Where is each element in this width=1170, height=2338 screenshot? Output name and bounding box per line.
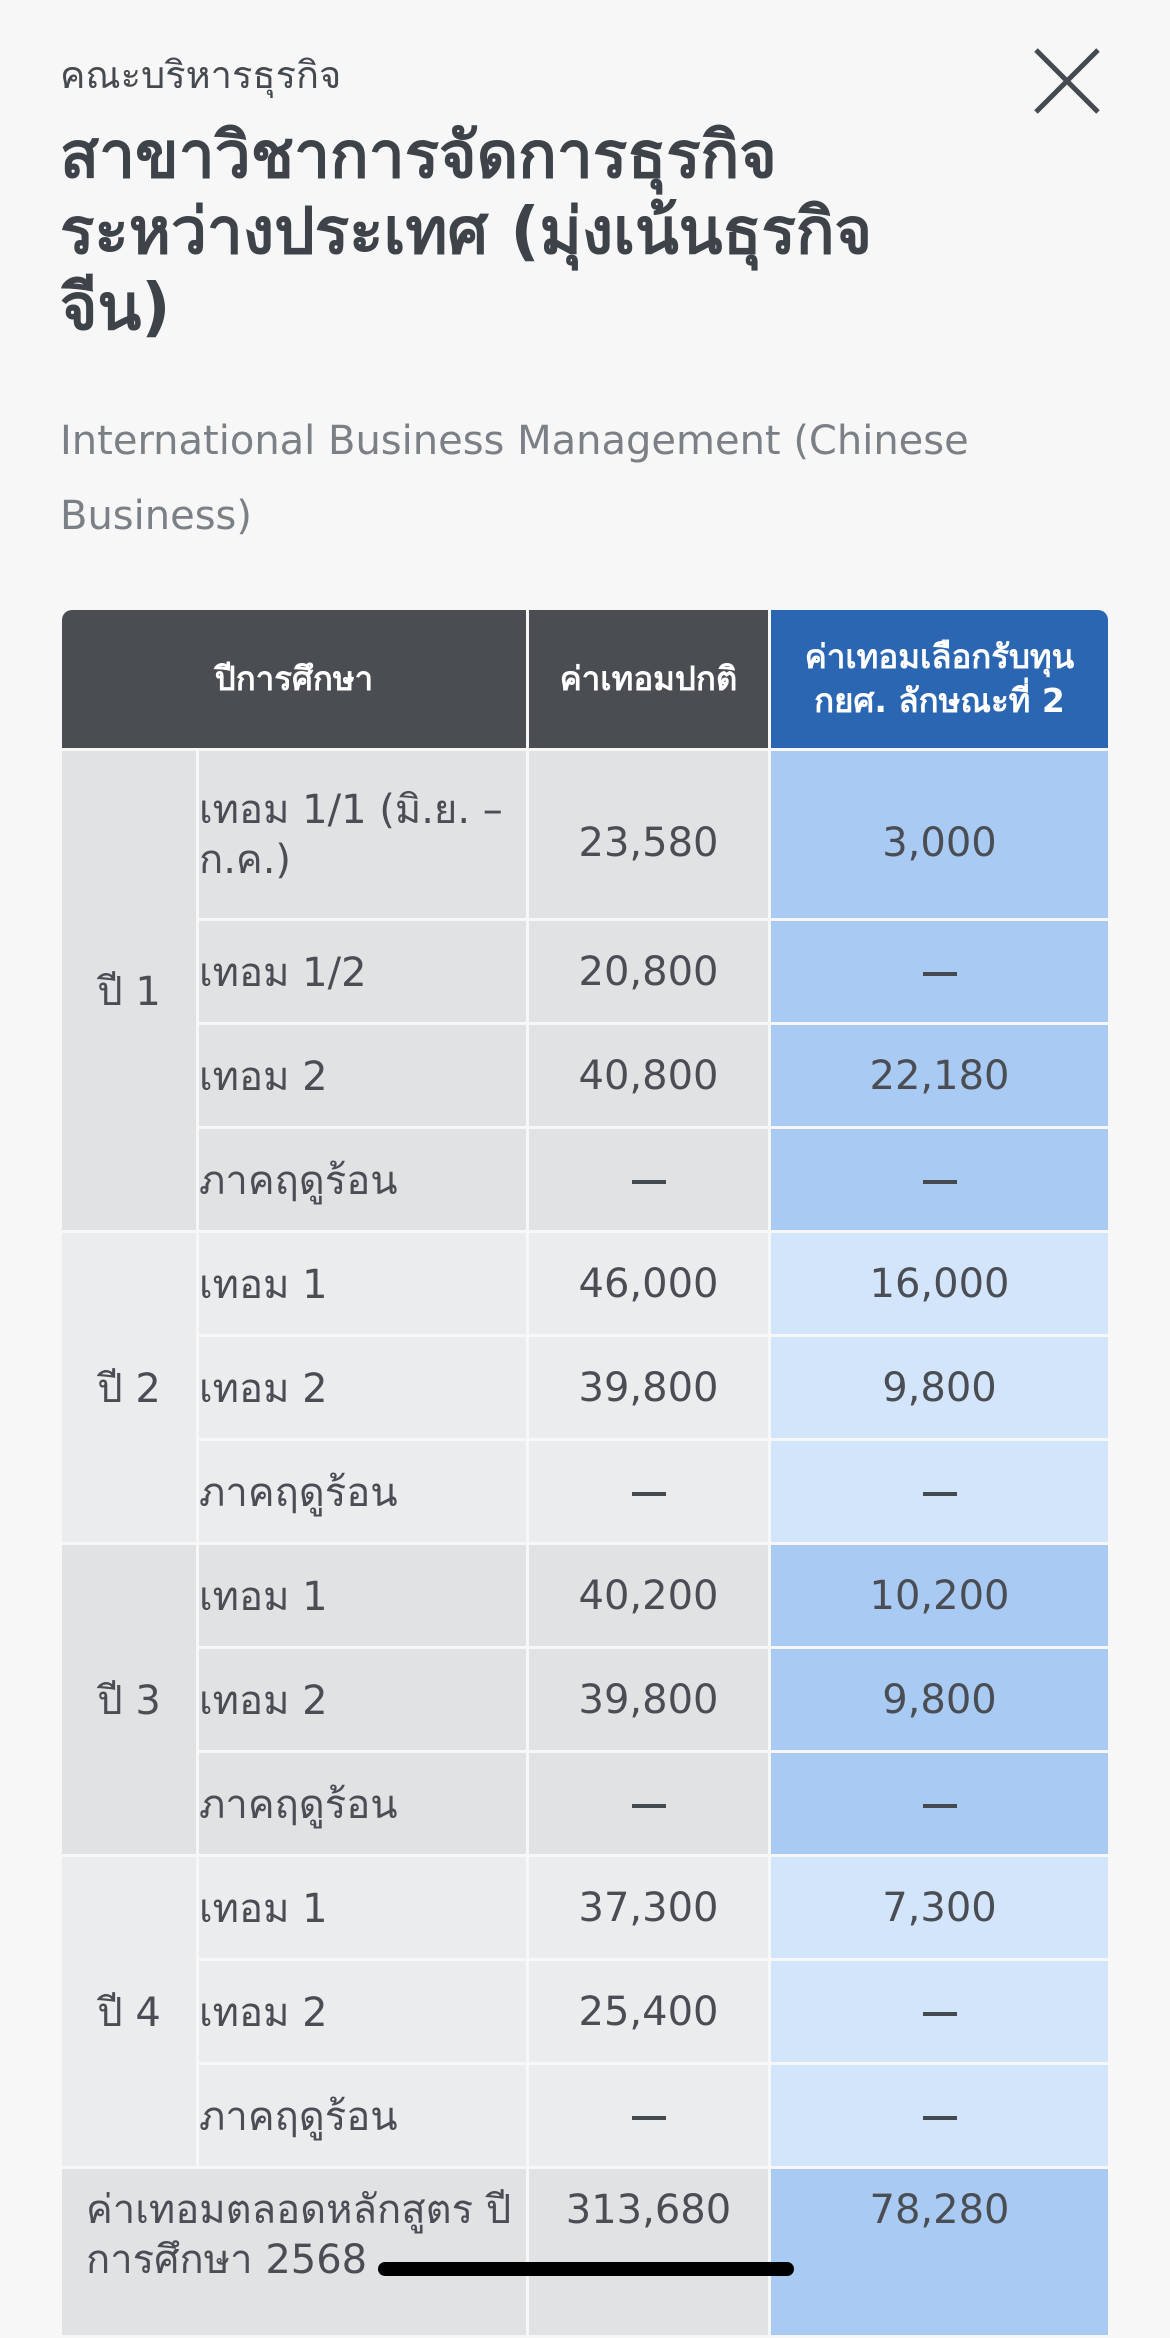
regular-fee xyxy=(529,1025,771,1129)
table-row xyxy=(62,1545,1108,1649)
scholarship-fee xyxy=(771,1649,1108,1753)
term-label-value: เทอม 1/2 xyxy=(199,949,367,996)
dash-mark xyxy=(632,1180,666,1184)
scholarship-fee xyxy=(771,1233,1108,1337)
header-scholarship-fee: ค่าเทอมเลือกรับทุน กยศ. ลักษณะที่ 2 xyxy=(771,610,1108,751)
table-row xyxy=(62,1129,1108,1233)
scholarship-fee-value: 9,800 xyxy=(882,1364,997,1411)
program-title: สาขาวิชาการจัดการธุรกิจระหว่างประเทศ (มุ่งเน้นธุรกิจจีน) xyxy=(60,119,873,345)
regular-fee-value xyxy=(632,1781,666,1827)
scholarship-fee xyxy=(771,2065,1108,2169)
term-label xyxy=(199,751,529,921)
scholarship-fee-value: 10,200 xyxy=(869,1572,1010,1619)
term-label-value: ภาคฤดูร้อน xyxy=(199,1469,398,1516)
regular-fee-value xyxy=(632,1157,666,1203)
term-label-value: เทอม 1/1 (มิ.ย. – ก.ค.) xyxy=(199,786,503,883)
table-row xyxy=(62,1233,1108,1337)
close-button[interactable] xyxy=(1030,44,1104,118)
term-label-value: เทอม 1 xyxy=(199,1261,328,1308)
regular-fee-value xyxy=(632,2093,666,2139)
total-row xyxy=(62,2169,1108,2338)
term-label xyxy=(199,1545,529,1649)
regular-fee xyxy=(529,1753,771,1857)
scholarship-fee xyxy=(771,1753,1108,1857)
regular-fee xyxy=(529,1649,771,1753)
dash-mark xyxy=(923,1492,957,1496)
regular-fee-value: 39,800 xyxy=(578,1364,719,1411)
faculty-label: คณะบริหารธุรกิจ xyxy=(60,53,342,97)
table-row xyxy=(62,2065,1108,2169)
regular-fee-value: 23,580 xyxy=(578,819,719,866)
table-row xyxy=(62,1441,1108,1545)
scholarship-fee-value: 9,800 xyxy=(882,1676,997,1723)
term-label xyxy=(199,1961,529,2065)
table-row xyxy=(62,1649,1108,1753)
total-regular-fee: 313,680 xyxy=(529,2169,771,2338)
regular-fee-value xyxy=(632,1469,666,1515)
regular-fee xyxy=(529,751,771,921)
table-row xyxy=(62,1961,1108,2065)
regular-fee xyxy=(529,2065,771,2169)
term-label-value: เทอม 2 xyxy=(199,1365,328,1412)
scholarship-fee-value: 16,000 xyxy=(869,1260,1010,1307)
scholarship-fee-value xyxy=(923,2093,957,2139)
scholarship-fee-value: 22,180 xyxy=(869,1052,1010,1099)
table-header-row xyxy=(62,610,1108,751)
table-row xyxy=(62,1753,1108,1857)
scholarship-fee-value xyxy=(923,1989,957,2035)
term-label-value: เทอม 2 xyxy=(199,1053,328,1100)
term-label xyxy=(199,921,529,1025)
regular-fee-value: 37,300 xyxy=(578,1884,719,1931)
regular-fee xyxy=(529,921,771,1025)
regular-fee-value: 39,800 xyxy=(578,1676,719,1723)
regular-fee xyxy=(529,1441,771,1545)
scholarship-fee-value xyxy=(923,949,957,995)
dash-mark xyxy=(632,1804,666,1808)
scholarship-fee xyxy=(771,921,1108,1025)
scholarship-fee-value: 7,300 xyxy=(882,1884,997,1931)
dash-mark xyxy=(923,1804,957,1808)
table-row xyxy=(62,1857,1108,1961)
close-icon xyxy=(1030,44,1104,118)
scholarship-fee xyxy=(771,1025,1108,1129)
scholarship-fee xyxy=(771,1545,1108,1649)
header-regular-fee: ค่าเทอมปกติ xyxy=(529,610,771,751)
scholarship-fee-value xyxy=(923,1469,957,1515)
term-label-value: ภาคฤดูร้อน xyxy=(199,2093,398,2140)
header-year: ปีการศึกษา xyxy=(62,610,529,751)
term-label xyxy=(199,1025,529,1129)
scholarship-fee-value: 3,000 xyxy=(882,819,997,866)
total-label: ค่าเทอมตลอดหลักสูตร ปีการศึกษา 2568 xyxy=(62,2169,529,2338)
term-label xyxy=(199,1857,529,1961)
home-indicator xyxy=(378,2262,794,2276)
tuition-table xyxy=(62,610,1108,2338)
year-label: ปี 2 xyxy=(62,1233,199,1545)
term-label xyxy=(199,2065,529,2169)
regular-fee xyxy=(529,1545,771,1649)
dash-mark xyxy=(923,972,957,976)
dash-mark xyxy=(923,1180,957,1184)
scholarship-fee-value xyxy=(923,1157,957,1203)
term-label-value: เทอม 1 xyxy=(199,1573,328,1620)
regular-fee-value: 46,000 xyxy=(578,1260,719,1307)
term-label-value: ภาคฤดูร้อน xyxy=(199,1781,398,1828)
term-label xyxy=(199,1753,529,1857)
regular-fee-value: 40,200 xyxy=(578,1572,719,1619)
dash-mark xyxy=(632,2116,666,2120)
term-label-value: เทอม 2 xyxy=(199,1989,328,2036)
year-label: ปี 4 xyxy=(62,1857,199,2169)
regular-fee xyxy=(529,1337,771,1441)
total-scholarship-fee: 78,280 xyxy=(771,2169,1108,2338)
scholarship-fee xyxy=(771,1337,1108,1441)
term-label-value: เทอม 1 xyxy=(199,1885,328,1932)
table-row xyxy=(62,921,1108,1025)
dash-mark xyxy=(923,2116,957,2120)
regular-fee xyxy=(529,1961,771,2065)
dash-mark xyxy=(923,2012,957,2016)
dash-mark xyxy=(632,1492,666,1496)
term-label xyxy=(199,1129,529,1233)
regular-fee xyxy=(529,1233,771,1337)
table-row xyxy=(62,1337,1108,1441)
term-label-value: ภาคฤดูร้อน xyxy=(199,1157,398,1204)
table-row xyxy=(62,751,1108,921)
scholarship-fee xyxy=(771,751,1108,921)
scholarship-fee xyxy=(771,1961,1108,2065)
regular-fee-value: 40,800 xyxy=(578,1052,719,1099)
program-subtitle: International Business Management (Chinese Business) xyxy=(60,418,969,539)
term-label xyxy=(199,1649,529,1753)
scholarship-fee-value xyxy=(923,1781,957,1827)
regular-fee-value: 25,400 xyxy=(578,1988,719,2035)
regular-fee-value: 20,800 xyxy=(578,948,719,995)
term-label xyxy=(199,1441,529,1545)
term-label xyxy=(199,1233,529,1337)
term-label-value: เทอม 2 xyxy=(199,1677,328,1724)
year-label: ปี 3 xyxy=(62,1545,199,1857)
year-label: ปี 1 xyxy=(62,751,199,1233)
table-row xyxy=(62,1025,1108,1129)
scholarship-fee xyxy=(771,1129,1108,1233)
term-label xyxy=(199,1337,529,1441)
regular-fee xyxy=(529,1129,771,1233)
scholarship-fee xyxy=(771,1857,1108,1961)
scholarship-fee xyxy=(771,1441,1108,1545)
regular-fee xyxy=(529,1857,771,1961)
